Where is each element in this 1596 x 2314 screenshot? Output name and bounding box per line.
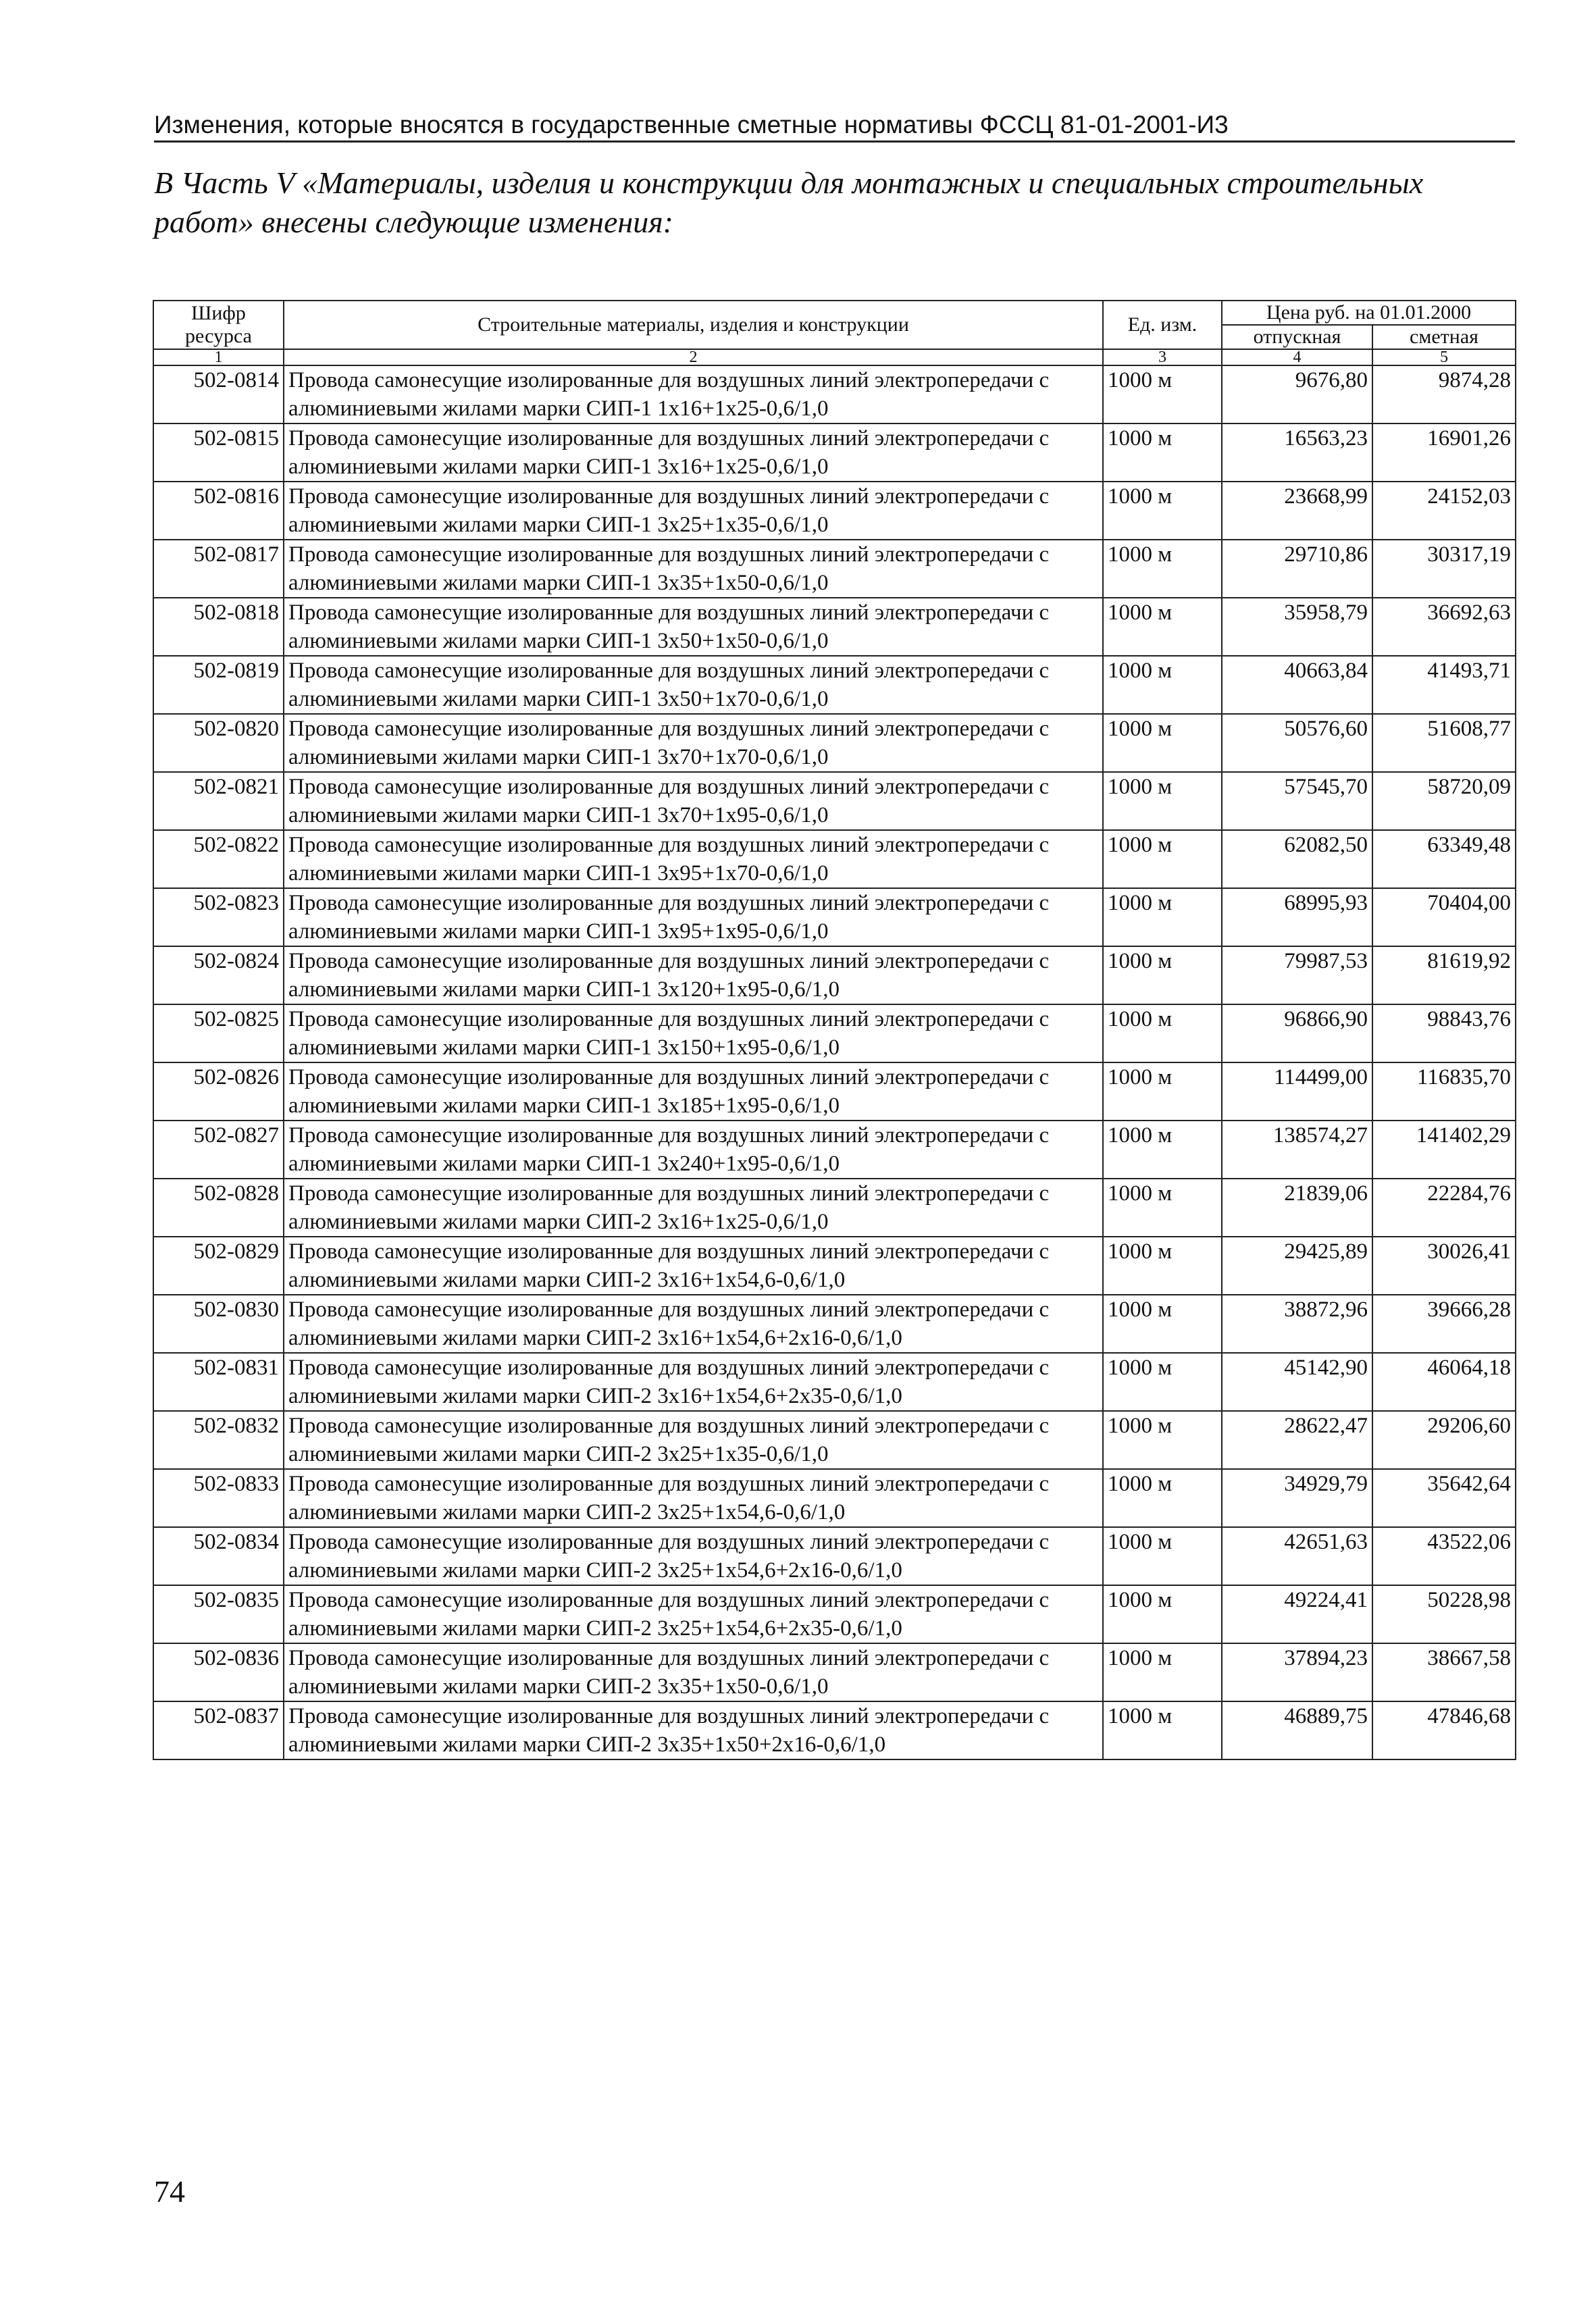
estimate-price: 81619,92 — [1372, 946, 1516, 1004]
resource-code: 502-0820 — [153, 714, 284, 772]
table-body — [153, 365, 1516, 1759]
unit-of-measure: 1000 м — [1103, 1179, 1222, 1237]
release-price: 38872,96 — [1222, 1295, 1372, 1353]
resource-code: 502-0834 — [153, 1527, 284, 1585]
estimate-price: 41493,71 — [1372, 656, 1516, 714]
material-description: Провода самонесущие изолированные для воздушных линий электропередачи с алюминиевыми жилами марки СИП-1 3х70+1х95-0,6/1,0 — [284, 772, 1103, 830]
estimate-price: 58720,09 — [1372, 772, 1516, 830]
release-price: 23668,99 — [1222, 482, 1372, 540]
estimate-price: 16901,26 — [1372, 423, 1516, 482]
table-row — [153, 1004, 1516, 1062]
column-number: 5 — [1372, 349, 1516, 365]
release-price: 34929,79 — [1222, 1469, 1372, 1527]
column-header-release-price: отпускная — [1222, 325, 1372, 349]
release-price: 114499,00 — [1222, 1062, 1372, 1121]
estimate-price: 43522,06 — [1372, 1527, 1516, 1585]
resource-code: 502-0816 — [153, 482, 284, 540]
estimate-price: 24152,03 — [1372, 482, 1516, 540]
resource-code: 502-0818 — [153, 598, 284, 656]
resource-code: 502-0837 — [153, 1701, 284, 1759]
resource-code: 502-0828 — [153, 1179, 284, 1237]
material-description: Провода самонесущие изолированные для воздушных линий электропередачи с алюминиевыми жилами марки СИП-2 3х35+1х50-0,6/1,0 — [284, 1643, 1103, 1701]
resource-code: 502-0821 — [153, 772, 284, 830]
resource-code: 502-0824 — [153, 946, 284, 1004]
material-description: Провода самонесущие изолированные для воздушных линий электропередачи с алюминиевыми жилами марки СИП-1 3х150+1х95-0,6/1,0 — [284, 1004, 1103, 1062]
resource-code: 502-0835 — [153, 1585, 284, 1643]
table-row — [153, 714, 1516, 772]
resource-code: 502-0827 — [153, 1121, 284, 1179]
unit-of-measure: 1000 м — [1103, 1353, 1222, 1411]
unit-of-measure: 1000 м — [1103, 365, 1222, 423]
table-row — [153, 598, 1516, 656]
table-row — [153, 1062, 1516, 1121]
estimate-price: 30026,41 — [1372, 1237, 1516, 1295]
resource-code: 502-0823 — [153, 888, 284, 946]
table-row — [153, 772, 1516, 830]
resource-price-table — [153, 300, 1516, 1760]
release-price: 42651,63 — [1222, 1527, 1372, 1585]
resource-code: 502-0814 — [153, 365, 284, 423]
resource-code: 502-0833 — [153, 1469, 284, 1527]
estimate-price: 35642,64 — [1372, 1469, 1516, 1527]
release-price: 40663,84 — [1222, 656, 1372, 714]
material-description: Провода самонесущие изолированные для воздушных линий электропередачи с алюминиевыми жилами марки СИП-2 3х35+1х50+2х16-0,6/1,0 — [284, 1701, 1103, 1759]
column-number: 4 — [1222, 349, 1372, 365]
unit-of-measure: 1000 м — [1103, 482, 1222, 540]
unit-of-measure: 1000 м — [1103, 598, 1222, 656]
table-row — [153, 1527, 1516, 1585]
release-price: 46889,75 — [1222, 1701, 1372, 1759]
unit-of-measure: 1000 м — [1103, 830, 1222, 888]
table-row — [153, 1411, 1516, 1469]
unit-of-measure: 1000 м — [1103, 1411, 1222, 1469]
estimate-price: 39666,28 — [1372, 1295, 1516, 1353]
material-description: Провода самонесущие изолированные для воздушных линий электропередачи с алюминиевыми жилами марки СИП-2 3х25+1х35-0,6/1,0 — [284, 1411, 1103, 1469]
resource-code: 502-0817 — [153, 540, 284, 598]
estimate-price: 9874,28 — [1372, 365, 1516, 423]
column-header-price-group: Цена руб. на 01.01.2000 — [1222, 301, 1516, 325]
material-description: Провода самонесущие изолированные для воздушных линий электропередачи с алюминиевыми жилами марки СИП-1 3х70+1х70-0,6/1,0 — [284, 714, 1103, 772]
table-row — [153, 1643, 1516, 1701]
estimate-price: 29206,60 — [1372, 1411, 1516, 1469]
resource-code: 502-0825 — [153, 1004, 284, 1062]
column-header-estimate-price: сметная — [1372, 325, 1516, 349]
release-price: 29425,89 — [1222, 1237, 1372, 1295]
material-description: Провода самонесущие изолированные для воздушных линий электропередачи с алюминиевыми жилами марки СИП-2 3х16+1х54,6-0,6/1,0 — [284, 1237, 1103, 1295]
release-price: 68995,93 — [1222, 888, 1372, 946]
release-price: 50576,60 — [1222, 714, 1372, 772]
material-description: Провода самонесущие изолированные для воздушных линий электропередачи с алюминиевыми жилами марки СИП-2 3х16+1х54,6+2х16-0,6/1,0 — [284, 1295, 1103, 1353]
unit-of-measure: 1000 м — [1103, 1469, 1222, 1527]
intro-paragraph: В Часть V «Материалы, изделия и конструкции для монтажных и специальных строительных работ» внесены следующие изменения: — [154, 165, 1424, 239]
material-description: Провода самонесущие изолированные для воздушных линий электропередачи с алюминиевыми жилами марки СИП-1 3х95+1х70-0,6/1,0 — [284, 830, 1103, 888]
table-row — [153, 1585, 1516, 1643]
material-description: Провода самонесущие изолированные для воздушных линий электропередачи с алюминиевыми жилами марки СИП-1 3х35+1х50-0,6/1,0 — [284, 540, 1103, 598]
unit-of-measure: 1000 м — [1103, 1237, 1222, 1295]
release-price: 79987,53 — [1222, 946, 1372, 1004]
column-header-name: Строительные материалы, изделия и конструкции — [284, 301, 1103, 349]
release-price: 57545,70 — [1222, 772, 1372, 830]
material-description: Провода самонесущие изолированные для воздушных линий электропередачи с алюминиевыми жилами марки СИП-1 3х120+1х95-0,6/1,0 — [284, 946, 1103, 1004]
estimate-price: 141402,29 — [1372, 1121, 1516, 1179]
release-price: 96866,90 — [1222, 1004, 1372, 1062]
unit-of-measure: 1000 м — [1103, 1004, 1222, 1062]
release-price: 49224,41 — [1222, 1585, 1372, 1643]
table-row — [153, 1121, 1516, 1179]
column-header-unit: Ед. изм. — [1103, 301, 1222, 349]
column-number: 1 — [153, 349, 284, 365]
unit-of-measure: 1000 м — [1103, 1643, 1222, 1701]
header-divider — [154, 140, 1515, 143]
material-description: Провода самонесущие изолированные для воздушных линий электропередачи с алюминиевыми жилами марки СИП-1 3х240+1х95-0,6/1,0 — [284, 1121, 1103, 1179]
unit-of-measure: 1000 м — [1103, 714, 1222, 772]
resource-code: 502-0822 — [153, 830, 284, 888]
estimate-price: 36692,63 — [1372, 598, 1516, 656]
material-description: Провода самонесущие изолированные для воздушных линий электропередачи с алюминиевыми жилами марки СИП-1 3х185+1х95-0,6/1,0 — [284, 1062, 1103, 1121]
table-row — [153, 830, 1516, 888]
resource-code: 502-0836 — [153, 1643, 284, 1701]
estimate-price: 50228,98 — [1372, 1585, 1516, 1643]
column-number: 3 — [1103, 349, 1222, 365]
resource-code: 502-0815 — [153, 423, 284, 482]
release-price: 28622,47 — [1222, 1411, 1372, 1469]
unit-of-measure: 1000 м — [1103, 656, 1222, 714]
unit-of-measure: 1000 м — [1103, 1121, 1222, 1179]
unit-of-measure: 1000 м — [1103, 1585, 1222, 1643]
estimate-price: 63349,48 — [1372, 830, 1516, 888]
column-number: 2 — [284, 349, 1103, 365]
table-row — [153, 656, 1516, 714]
unit-of-measure: 1000 м — [1103, 1701, 1222, 1759]
estimate-price: 38667,58 — [1372, 1643, 1516, 1701]
table-row — [153, 1179, 1516, 1237]
material-description: Провода самонесущие изолированные для воздушных линий электропередачи с алюминиевыми жилами марки СИП-2 3х25+1х54,6+2х16-0,6/1,0 — [284, 1527, 1103, 1585]
release-price: 45142,90 — [1222, 1353, 1372, 1411]
release-price: 29710,86 — [1222, 540, 1372, 598]
unit-of-measure: 1000 м — [1103, 423, 1222, 482]
release-price: 37894,23 — [1222, 1643, 1372, 1701]
unit-of-measure: 1000 м — [1103, 946, 1222, 1004]
column-header-code: Шифр ресурса — [153, 301, 284, 349]
material-description: Провода самонесущие изолированные для воздушных линий электропередачи с алюминиевыми жилами марки СИП-1 3х50+1х50-0,6/1,0 — [284, 598, 1103, 656]
estimate-price: 116835,70 — [1372, 1062, 1516, 1121]
release-price: 21839,06 — [1222, 1179, 1372, 1237]
table-row — [153, 1295, 1516, 1353]
material-description: Провода самонесущие изолированные для воздушных линий электропередачи с алюминиевыми жилами марки СИП-1 3х25+1х35-0,6/1,0 — [284, 482, 1103, 540]
release-price: 35958,79 — [1222, 598, 1372, 656]
table-row — [153, 1353, 1516, 1411]
estimate-price: 98843,76 — [1372, 1004, 1516, 1062]
release-price: 138574,27 — [1222, 1121, 1372, 1179]
resource-code: 502-0832 — [153, 1411, 284, 1469]
page-number: 74 — [154, 2174, 185, 2209]
material-description: Провода самонесущие изолированные для воздушных линий электропередачи с алюминиевыми жилами марки СИП-1 3х16+1х25-0,6/1,0 — [284, 423, 1103, 482]
material-description: Провода самонесущие изолированные для воздушных линий электропередачи с алюминиевыми жилами марки СИП-2 3х16+1х25-0,6/1,0 — [284, 1179, 1103, 1237]
table-row — [153, 1469, 1516, 1527]
table-row — [153, 482, 1516, 540]
estimate-price: 30317,19 — [1372, 540, 1516, 598]
unit-of-measure: 1000 м — [1103, 772, 1222, 830]
table-row — [153, 888, 1516, 946]
table-row — [153, 540, 1516, 598]
estimate-price: 51608,77 — [1372, 714, 1516, 772]
table-row — [153, 1237, 1516, 1295]
material-description: Провода самонесущие изолированные для воздушных линий электропередачи с алюминиевыми жилами марки СИП-2 3х25+1х54,6+2х35-0,6/1,0 — [284, 1585, 1103, 1643]
unit-of-measure: 1000 м — [1103, 1062, 1222, 1121]
material-description: Провода самонесущие изолированные для воздушных линий электропередачи с алюминиевыми жилами марки СИП-1 3х95+1х95-0,6/1,0 — [284, 888, 1103, 946]
release-price: 9676,80 — [1222, 365, 1372, 423]
release-price: 62082,50 — [1222, 830, 1372, 888]
resource-code: 502-0819 — [153, 656, 284, 714]
material-description: Провода самонесущие изолированные для воздушных линий электропередачи с алюминиевыми жилами марки СИП-1 3х50+1х70-0,6/1,0 — [284, 656, 1103, 714]
estimate-price: 46064,18 — [1372, 1353, 1516, 1411]
table-row — [153, 946, 1516, 1004]
unit-of-measure: 1000 м — [1103, 1527, 1222, 1585]
estimate-price: 22284,76 — [1372, 1179, 1516, 1237]
unit-of-measure: 1000 м — [1103, 888, 1222, 946]
material-description: Провода самонесущие изолированные для воздушных линий электропередачи с алюминиевыми жилами марки СИП-2 3х25+1х54,6-0,6/1,0 — [284, 1469, 1103, 1527]
material-description: Провода самонесущие изолированные для воздушных линий электропередачи с алюминиевыми жилами марки СИП-1 1х16+1х25-0,6/1,0 — [284, 365, 1103, 423]
estimate-price: 47846,68 — [1372, 1701, 1516, 1759]
resource-code: 502-0830 — [153, 1295, 284, 1353]
unit-of-measure: 1000 м — [1103, 540, 1222, 598]
release-price: 16563,23 — [1222, 423, 1372, 482]
table-row — [153, 365, 1516, 423]
running-header: Изменения, которые вносятся в государственные сметные нормативы ФССЦ 81-01-2001-И3 — [154, 111, 1229, 138]
material-description: Провода самонесущие изолированные для воздушных линий электропередачи с алюминиевыми жилами марки СИП-2 3х16+1х54,6+2х35-0,6/1,0 — [284, 1353, 1103, 1411]
unit-of-measure: 1000 м — [1103, 1295, 1222, 1353]
estimate-price: 70404,00 — [1372, 888, 1516, 946]
resource-code: 502-0826 — [153, 1062, 284, 1121]
resource-code: 502-0831 — [153, 1353, 284, 1411]
table-row — [153, 1701, 1516, 1759]
table-row — [153, 423, 1516, 482]
resource-code: 502-0829 — [153, 1237, 284, 1295]
